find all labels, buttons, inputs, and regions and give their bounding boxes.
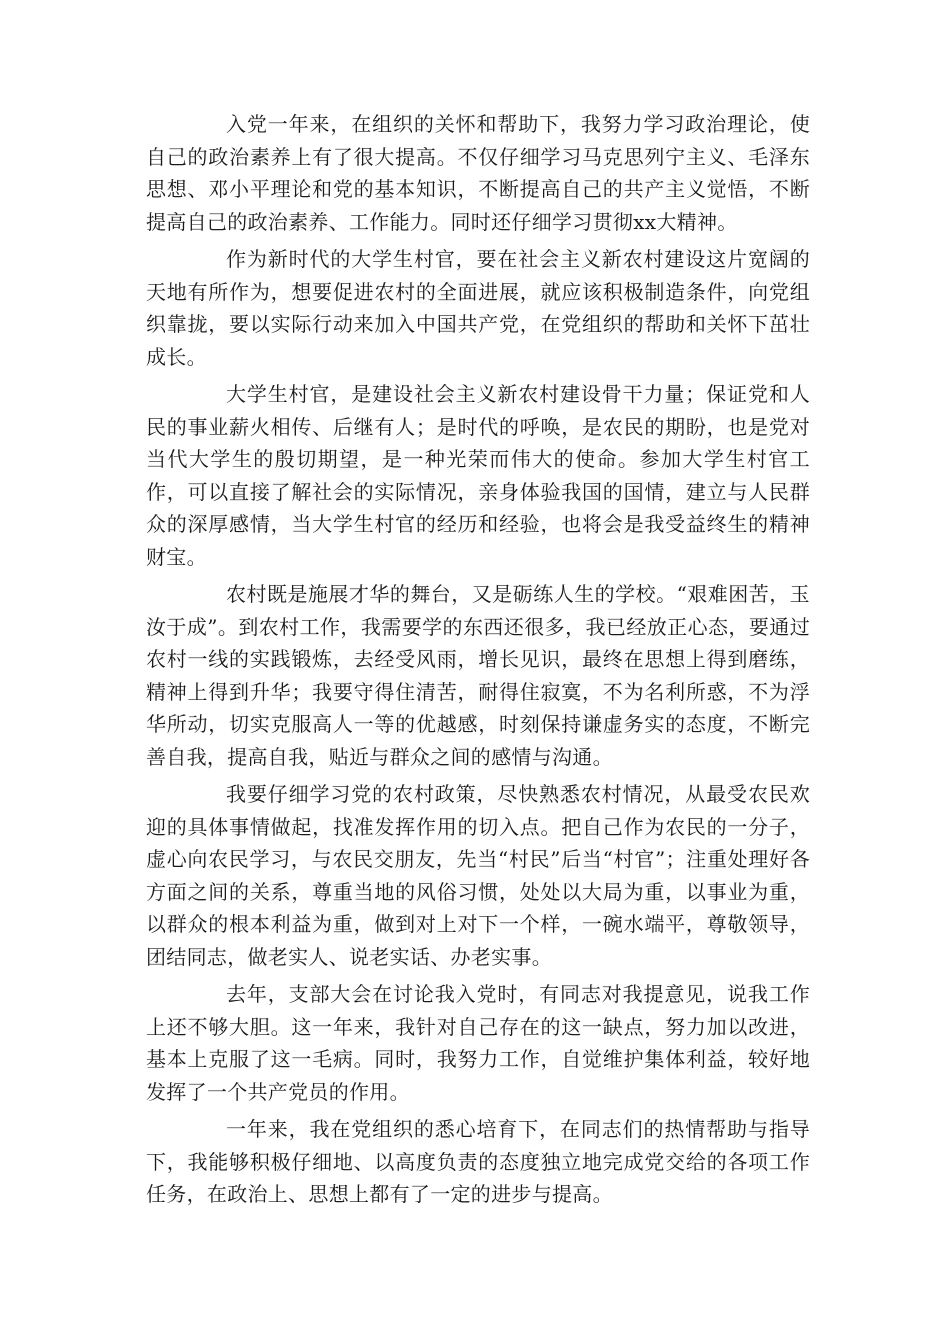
document-body: [146, 108, 810, 1216]
paragraph-4: 农村既是施展才华的舞台，又是砺练人生的学校。“艰难困苦，玉汝于成”。到农村工作，我需要学的东西还很多，我已经放正心态，要通过农村一线的实践锻炼，去经受风雨，增长见识，最终在思想上得到磨练，精神上得到升华；我要守得住清苦，耐得住寂寞，不为名利所惑，不为浮华所动，切实克服高人一等的优越感，时刻保持谦虚务实的态度，不断完善自我，提高自我，贴近与群众之间的感情与沟通。: [146, 582, 810, 769]
paragraph-3: 大学生村官，是建设社会主义新农村建设骨干力量；保证党和人民的事业薪火相传、后继有人；是时代的呼唤，是农民的期盼，也是党对当代大学生的殷切期望，是一种光荣而伟大的使命。参加大学生村官工作，可以直接了解社会的实际情况，亲身体验我国的国情，建立与人民群众的深厚感情，当大学生村官的经历和经验，也将会是我受益终生的精神财宝。: [146, 382, 810, 569]
paragraph-7: 一年来，我在党组织的悉心培育下，在同志们的热情帮助与指导下，我能够积极仔细地、以高度负责的态度独立地完成党交给的各项工作任务，在政治上、思想上都有了一定的进步与提高。: [146, 1117, 810, 1206]
paragraph-6: 去年，支部大会在讨论我入党时，有同志对我提意见，说我工作上还不够大胆。这一年来，我针对自己存在的这一缺点，努力加以改进，基本上克服了这一毛病。同时，我努力工作，自觉维护集体利益，较好地发挥了一个共产党员的作用。: [146, 982, 810, 1104]
paragraph-2: 作为新时代的大学生村官，要在社会主义新农村建设这片宽阔的天地有所作为，想要促进农村的全面进展，就应该积极制造条件，向党组织靠拢，要以实际行动来加入中国共产党，在党组织的帮助和关怀下茁壮成长。: [146, 247, 810, 369]
paragraph-5: 我要仔细学习党的农村政策，尽快熟悉农村情况，从最受农民欢迎的具体事情做起，找准发挥作用的切入点。把自己作为农民的一分子，虚心向农民学习，与农民交朋友，先当“村民”后当“村官”；注重处理好各方面之间的关系，尊重当地的风俗习惯，处处以大局为重，以事业为重，以群众的根本利益为重，做到对上对下一个样，一碗水端平，尊敬领导，团结同志，做老实人、说老实话、办老实事。: [146, 782, 810, 969]
paragraph-1: 入党一年来，在组织的关怀和帮助下，我努力学习政治理论，使自己的政治素养上有了很大提高。不仅仔细学习马克思列宁主义、毛泽东思想、邓小平理论和党的基本知识，不断提高自己的共产主义觉悟，不断提高自己的政治素养、工作能力。同时还仔细学习贯彻xx大精神。: [146, 112, 810, 234]
